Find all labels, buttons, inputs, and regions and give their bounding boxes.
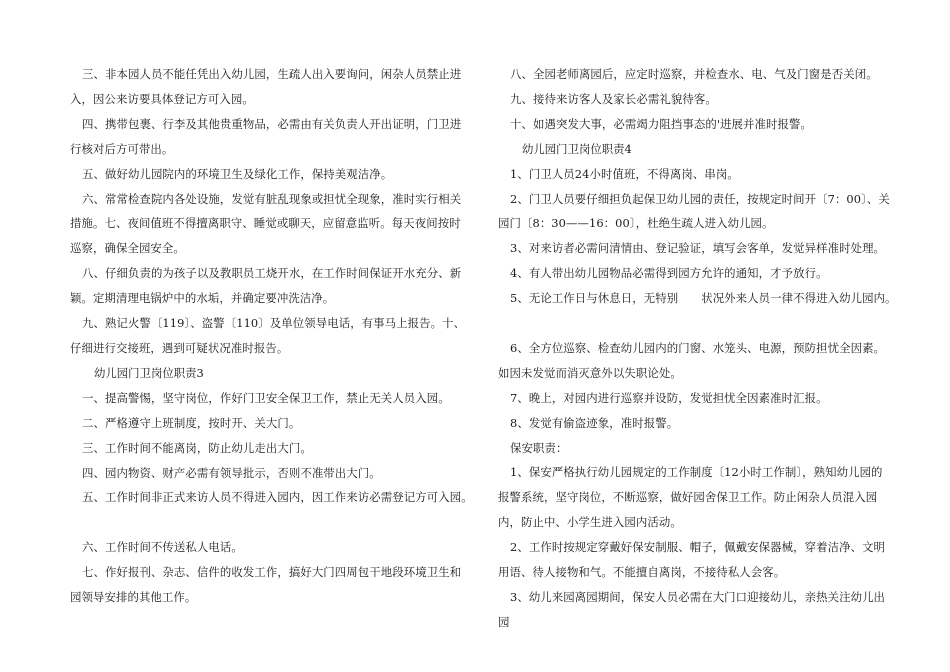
rule-item-7: 7、晚上，对园内进行巡察并设防，发觉担忧全因素准时汇报。 (510, 390, 828, 405)
paragraph-left-3: 五、做好幼儿园院内的环境卫生及绿化工作，保持美观洁净。 (82, 166, 393, 181)
rule-item-5: 5、无论工作日与休息日，无特别 状况外来人员一律不得进入幼儿园内。 (510, 291, 897, 306)
duty-item-7: 七、作好报刊、杂志、信件的收发工作，搞好大门四周包干地段环境卫生和园领导安排的其他工作。 (70, 565, 462, 605)
duty-item-4: 四、园内物资、财产必需有领导批示，否则不准带出大门。 (82, 465, 381, 480)
paragraph-left-4: 六、常常检查院内各处设施，发觉有脏乱现象或担忧全现象，准时实行相关措施。七、夜间值班不得擅离职守、睡觉或聊天，应留意监听。每天夜间按时巡察，确保全园安全。 (70, 191, 462, 256)
paragraph-right-3: 十、如遇突发大事，必需竭力阻挡事态的'进展并准时报警。 (510, 116, 812, 131)
rule-item-2: 2、门卫人员要仔细担负起保卫幼儿园的责任，按规定时间开〔7：00〕、关园门〔8：30——16：00〕，杜绝生疏人进入幼儿园。 (498, 191, 890, 231)
paragraph-left-5: 八、仔细负责的为孩子以及教职员工烧开水，在工作时间保证开水充分、新颖。定期清理电锅炉中的水垢，并确定要冲洗洁净。 (70, 266, 462, 306)
guard-duties-heading: 保安职责： (510, 440, 568, 455)
duty-item-5: 五、工作时间非正式来访人员不得进入园内，因工作来访必需登记方可入园。 (82, 490, 473, 505)
duty-item-2: 二、严格遵守上班制度，按时开、关大门。 (82, 415, 301, 430)
blank-line (498, 311, 890, 336)
paragraph-left-2: 四、携带包裹、行李及其他贵重物品，必需由有关负责人开出证明，门卫进行核对后方可带出。 (70, 116, 462, 156)
duty-item-1: 一、提高警惕，坚守岗位，作好门卫安全保卫工作，禁止无关人员入园。 (82, 390, 450, 405)
section-heading-3: 幼儿园门卫岗位职责3 (94, 365, 204, 380)
paragraph-left-1: 三、非本园人员不能任凭出入幼儿园，生疏人出入要询问，闲杂人员禁止进入，因公来访要具体登记方可入园。 (70, 67, 462, 106)
rule-item-6: 6、全方位巡察、检查幼儿园内的门窗、水笼头、电源，预防担忧全因素。如因未发觉而消灭意外以失职论处。 (498, 340, 886, 380)
paragraph-left-6: 九、熟记火警〔119〕、盗警〔110〕及单位领导电话，有事马上报告。十、仔细进行交接班，遇到可疑状况准时报告。 (70, 316, 466, 355)
left-column (70, 62, 473, 610)
duty-item-3: 三、工作时间不能离岗，防止幼儿走出大门。 (82, 440, 312, 455)
rule-item-4: 4、有人带出幼儿园物品必需得到园方允许的通知，才予放行。 (510, 266, 828, 281)
rule-item-8: 8、发觉有偷盗迹象，准时报警。 (510, 415, 679, 430)
blank-line (70, 510, 470, 535)
guard-item-2: 2、工作时按规定穿戴好保安制服、帽子，佩戴安保器械，穿着洁净、文明用语、待人接物和气。不能擅自离岗，不接待私人会客。 (498, 540, 886, 580)
right-column (498, 62, 897, 635)
guard-item-3: 3、幼儿来园离园期间，保安人员必需在大门口迎接幼儿，亲热关注幼儿出园 (498, 590, 886, 629)
paragraph-right-1: 八、全园老师离园后，应定时巡察，并检查水、电、气及门窗是否关闭。 (510, 67, 878, 81)
duty-item-6: 六、工作时间不传送私人电话。 (82, 540, 243, 555)
paragraph-right-2: 九、接待来访客人及家长必需礼貌待客。 (510, 91, 717, 106)
rule-item-3: 3、对来访者必需问清情由、登记验证，填写会客单，发觉异样准时处理。 (510, 241, 886, 256)
section-heading-4: 幼儿园门卫岗位职责4 (522, 141, 632, 156)
guard-item-1: 1、保安严格执行幼儿园规定的工作制度〔12小时工作制〕，熟知幼儿园的报警系统，坚守岗位，不断巡察，做好园舍保卫工作。防止闲杂人员混入园内，防止中、小学生进入园内活动。 (498, 465, 883, 530)
rule-item-1: 1、门卫人员24小时值班，不得离岗、串岗。 (510, 166, 739, 181)
